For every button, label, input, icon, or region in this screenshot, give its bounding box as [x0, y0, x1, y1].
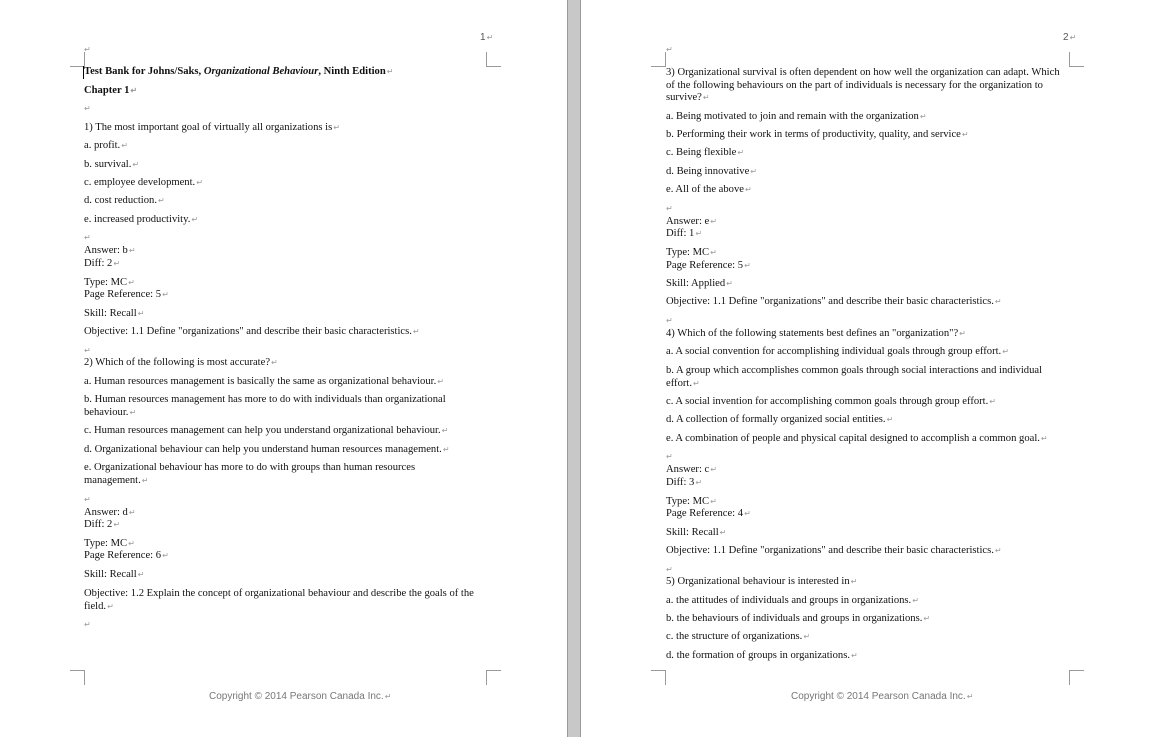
option-a: a. profit. ↵	[84, 140, 128, 153]
option-a: a. A social convention for accomplishing individual goals through group effort. ↵	[666, 346, 1009, 359]
difficulty-line: Diff: 2 ↵	[84, 519, 120, 532]
option-d: d. cost reduction. ↵	[84, 195, 165, 208]
option-c: c. Being flexible ↵	[666, 147, 744, 160]
empty-paragraph: ↵	[666, 565, 673, 574]
option-e: e. A combination of people and physical capital designed to accomplish a common goal. ↵	[666, 433, 1048, 446]
option-d: d. Organizational behaviour can help you understand human resources management. ↵	[84, 444, 450, 457]
option-b: b. Human resources management has more to do with individuals than organizational behaviour. ↵	[84, 394, 484, 419]
page-number: 1 ↵	[480, 32, 493, 43]
title-book: Organizational Behaviour	[203, 66, 319, 77]
crop-mark-top-right	[1069, 52, 1084, 67]
option-e: e. All of the above ↵	[666, 184, 752, 197]
page-number: 2 ↵	[1063, 32, 1076, 43]
skill-line: Skill: Recall ↵	[84, 569, 144, 582]
option-d: d. the formation of groups in organizations. ↵	[666, 650, 858, 663]
page-footer: Copyright © 2014 Pearson Canada Inc. ↵	[209, 691, 391, 702]
objective-line: Objective: 1.1 Define "organizations" and describe their basic characteristics. ↵	[84, 326, 420, 339]
answer-line: Answer: b ↵	[84, 245, 136, 258]
question-4: 4) Which of the following statements best defines an "organization"? ↵	[666, 328, 966, 341]
title-prefix: Test Bank for Johns/Saks,	[84, 66, 204, 77]
crop-mark-top-right	[486, 52, 501, 67]
question-2: 2) Which of the following is most accurate? ↵	[84, 357, 278, 370]
option-b: b. survival. ↵	[84, 159, 139, 172]
crop-mark-bottom-left	[651, 670, 666, 685]
page-reference-line: Page Reference: 4 ↵	[666, 508, 751, 521]
answer-line: Answer: d ↵	[84, 507, 136, 520]
option-a: a. Being motivated to join and remain with the organization ↵	[666, 111, 927, 124]
document-title	[84, 66, 393, 79]
difficulty-line: Diff: 3 ↵	[666, 477, 702, 490]
empty-paragraph: ↵	[84, 233, 91, 242]
page-reference-line: Page Reference: 6 ↵	[84, 550, 169, 563]
option-d: d. A collection of formally organized social entities. ↵	[666, 414, 893, 427]
empty-paragraph: ↵	[84, 495, 91, 504]
option-b: b. the behaviours of individuals and groups in organizations. ↵	[666, 613, 930, 626]
empty-paragraph: ↵	[666, 452, 673, 461]
crop-mark-top-left	[70, 52, 85, 67]
difficulty-line: Diff: 2 ↵	[84, 258, 120, 271]
option-c: c. A social invention for accomplishing common goals through group effort. ↵	[666, 396, 996, 409]
option-b: b. Performing their work in terms of productivity, quality, and service ↵	[666, 129, 969, 142]
document-page-2[interactable]	[580, 0, 1150, 737]
empty-paragraph: ↵	[666, 316, 673, 325]
paragraph-mark: ↵	[84, 45, 91, 54]
option-e: e. increased productivity. ↵	[84, 214, 198, 227]
empty-paragraph: ↵	[666, 204, 673, 213]
empty-paragraph: ↵	[84, 346, 91, 355]
paragraph-mark: ↵	[666, 45, 673, 54]
option-c: c. employee development. ↵	[84, 177, 203, 190]
page-reference-line: Page Reference: 5 ↵	[666, 260, 751, 273]
option-a: a. Human resources management is basically the same as organizational behaviour. ↵	[84, 376, 444, 389]
option-d: d. Being innovative ↵	[666, 166, 757, 179]
empty-paragraph: ↵	[84, 620, 91, 629]
empty-paragraph: ↵	[84, 104, 91, 113]
document-page-1[interactable]	[0, 0, 568, 737]
crop-mark-bottom-right	[1069, 670, 1084, 685]
crop-mark-bottom-right	[486, 670, 501, 685]
difficulty-line: Diff: 1 ↵	[666, 228, 702, 241]
objective-line: Objective: 1.2 Explain the concept of organizational behaviour and describe the goals of the field. ↵	[84, 588, 494, 613]
answer-line: Answer: e ↵	[666, 216, 717, 229]
answer-line: Answer: c ↵	[666, 464, 717, 477]
page-footer: Copyright © 2014 Pearson Canada Inc. ↵	[791, 691, 973, 702]
type-line: Type: MC ↵	[666, 496, 717, 509]
question-5: 5) Organizational behaviour is interested in ↵	[666, 576, 857, 589]
title-suffix: , Ninth Edition	[318, 66, 386, 77]
skill-line: Skill: Recall ↵	[666, 527, 726, 540]
option-c: c. the structure of organizations. ↵	[666, 631, 810, 644]
crop-mark-top-left	[651, 52, 666, 67]
chapter-heading: Chapter 1 ↵	[84, 85, 137, 98]
crop-mark-bottom-left	[70, 670, 85, 685]
option-c: c. Human resources management can help you understand organizational behaviour. ↵	[84, 425, 448, 438]
skill-line: Skill: Applied ↵	[666, 278, 733, 291]
type-line: Type: MC ↵	[666, 247, 717, 260]
type-line: Type: MC ↵	[84, 277, 135, 290]
page-reference-line: Page Reference: 5 ↵	[84, 289, 169, 302]
skill-line: Skill: Recall ↵	[84, 308, 144, 321]
objective-line: Objective: 1.1 Define "organizations" and describe their basic characteristics. ↵	[666, 545, 1002, 558]
question-1: 1) The most important goal of virtually all organizations is ↵	[84, 122, 340, 135]
option-e: e. Organizational behaviour has more to do with groups than human resources management. ↵	[84, 462, 454, 487]
option-a: a. the attitudes of individuals and groups in organizations. ↵	[666, 595, 919, 608]
option-b: b. A group which accomplishes common goals through social interactions and individual effort. ↵	[666, 365, 1068, 390]
objective-line: Objective: 1.1 Define "organizations" and describe their basic characteristics. ↵	[666, 296, 1002, 309]
type-line: Type: MC ↵	[84, 538, 135, 551]
question-3: 3) Organizational survival is often dependent on how well the organization can adapt. Which of the following behaviours on the part of individuals is necessary for the organization to survive? ↵	[666, 67, 1066, 105]
